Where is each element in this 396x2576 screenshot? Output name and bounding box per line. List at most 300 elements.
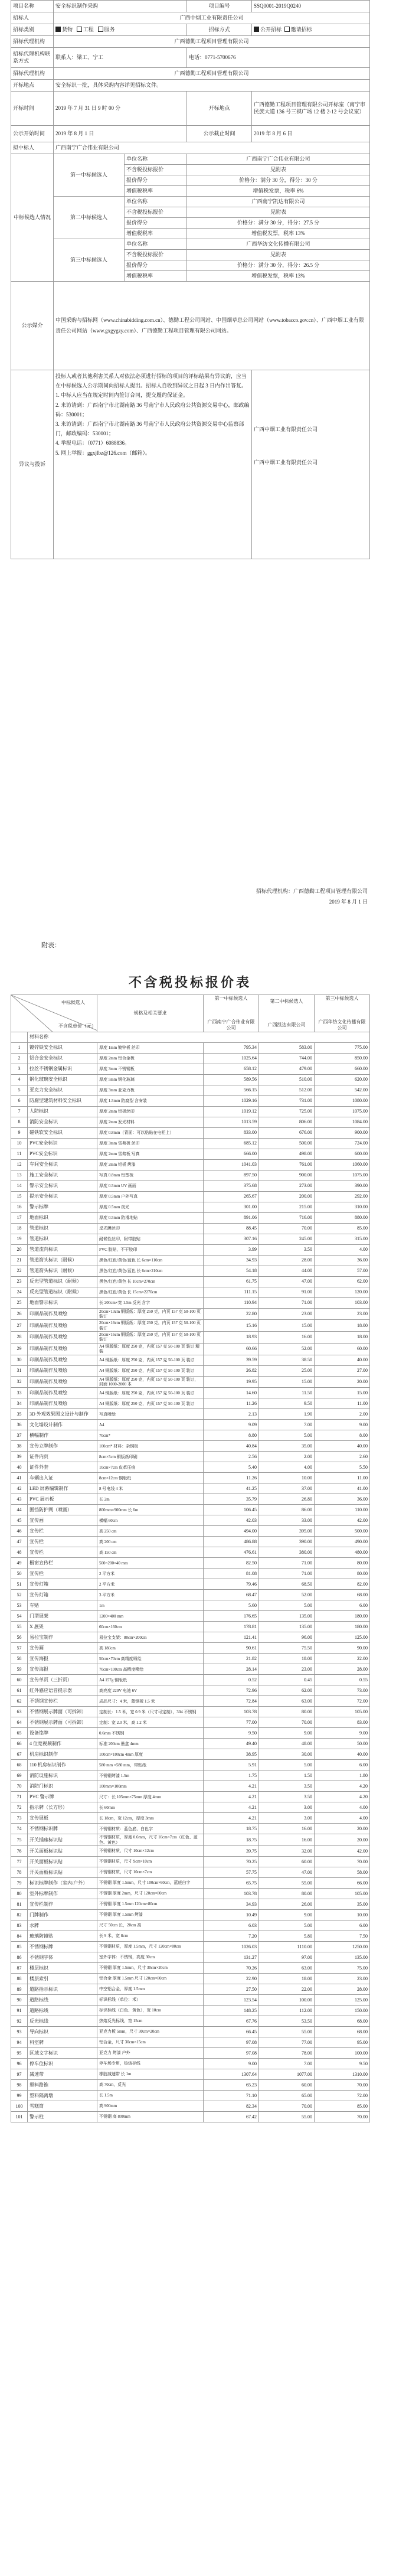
open-time-value: 2019 年 7 月 31 日 9 时 00 分	[54, 92, 187, 126]
row-price-c3: 105.00	[315, 1707, 370, 1717]
row-price-c3: 180.00	[315, 1611, 370, 1622]
row-price-c1: 14.60	[204, 1388, 259, 1398]
quote-row	[11, 1266, 370, 1276]
row-index: 90	[11, 1995, 28, 2006]
row-item: 印刷品制作及喷绘	[28, 1388, 97, 1398]
content-label: 开标地点	[11, 80, 54, 92]
row-spec: 厚度 0.5mm 户外写真	[97, 1191, 204, 1202]
row-item: 不锈钢宣传栏	[28, 1696, 97, 1707]
row-price-c1: 795.34	[204, 1042, 259, 1053]
quote-row	[11, 2101, 370, 2112]
row-price-c3: 1075.00	[315, 1106, 370, 1117]
row-spec: 厚度 1mm 镀锌板 丝印	[97, 1042, 204, 1053]
row-price-c2: 498.00	[259, 1149, 315, 1159]
row-price-c1: 476.61	[204, 1547, 259, 1558]
row-item: 不锈钢字体	[28, 1952, 97, 1963]
complaint-right-1: 广西中烟工业有限责任公司	[254, 426, 318, 432]
row-spec: 铝合金 厚度 1.5mm 尺寸 120cm×80cm	[97, 1974, 204, 1984]
diag-top: 中标候选人	[61, 999, 85, 1005]
row-price-c2: 9.00	[259, 1910, 315, 1920]
candidate-2-key: 报价得分	[125, 218, 187, 229]
row-index: 1	[11, 1042, 28, 1053]
row-item: 易拉宝制作	[28, 1632, 97, 1643]
row-price-c3: 80.00	[315, 1569, 370, 1579]
row-index: 83	[11, 1920, 28, 1931]
row-spec: 高 70cm，反光	[97, 2080, 204, 2091]
row-price-c2: 1.90	[259, 1409, 315, 1420]
type-works-checkbox	[77, 27, 82, 32]
row-index: 38	[11, 1441, 28, 1452]
row-price-c1: 18.75	[204, 1824, 259, 1834]
row-spec: 厚度 2mm 发光材料	[97, 1117, 204, 1127]
quote-row	[11, 2059, 370, 2069]
row-spec: 高 900mm	[97, 2101, 204, 2112]
row-price-c2: 70.00	[259, 2101, 315, 2112]
row-index: 14	[11, 1181, 28, 1191]
row-price-c1: 148.25	[204, 2006, 259, 2016]
row-price-c3: 72.00	[315, 2091, 370, 2101]
row-price-c1: 57.75	[204, 1867, 259, 1878]
row-price-c2: 761.00	[259, 1159, 315, 1170]
row-index: 65	[11, 1728, 28, 1739]
quote-row	[11, 1579, 370, 1590]
row-price-c2: 55.00	[259, 2027, 315, 2037]
quote-row	[11, 1974, 370, 1984]
row-price-c3: 1080.00	[315, 1095, 370, 1106]
row-price-c2: 135.00	[259, 1622, 315, 1632]
row-spec: 厚度 2mm 雪弗板 写真	[97, 1149, 204, 1159]
row-index: 28	[11, 1332, 28, 1344]
row-item: 反光标线	[28, 2016, 97, 2027]
row-item: 印刷品制作及喷绘	[28, 1343, 97, 1355]
row-price-c2: 37.00	[259, 1483, 315, 1494]
quote-row	[11, 2027, 370, 2037]
row-item: 围挡防护网（喷画）	[28, 1505, 97, 1515]
quote-row	[11, 1462, 370, 1473]
quote-row	[11, 2037, 370, 2048]
quote-row	[11, 1654, 370, 1664]
row-price-c3: 20.00	[315, 1376, 370, 1388]
row-price-c3: 850.00	[315, 1053, 370, 1064]
row-spec: 100cm×100cm 4mm 厚度	[97, 1749, 204, 1760]
row-spec: 室外字体：不锈钢，高度 30cm	[97, 1952, 204, 1963]
complaint-right	[252, 370, 370, 559]
col-spec-header: 规格及相关要求	[97, 994, 204, 1032]
row-index: 33	[11, 1388, 28, 1398]
row-item: 开关插座标识贴	[28, 1834, 97, 1846]
quote-row	[11, 1889, 370, 1899]
quote-row	[11, 1685, 370, 1696]
row-spec: 停车场专用，热熔标线	[97, 2059, 204, 2069]
row-index: 92	[11, 2016, 28, 2027]
row-item: 宣传海报	[28, 1664, 97, 1675]
row-price-c2: 15.00	[259, 1320, 315, 1332]
form-invite-label: 邀请招标	[290, 26, 312, 32]
row-price-c2: 273.00	[259, 1181, 315, 1191]
section-label: 材料名称	[28, 1032, 370, 1042]
row-price-c2: 5.00	[259, 1430, 315, 1441]
row-price-c2: 91.00	[259, 1287, 315, 1297]
row-item: 管道标识	[28, 1223, 97, 1234]
row-spec: 不锈钢材质，厚度 0.6mm，尺寸 10cm×7cm（红色、蓝色、黄色）	[97, 1834, 204, 1846]
row-item: 科室牌	[28, 2037, 97, 2048]
row-spec: 厚度 0.5mm 夜光	[97, 1202, 204, 1212]
row-item: 宣传单页（三折页）	[28, 1675, 97, 1685]
row-price-c2: 1.50	[259, 1770, 315, 1781]
quote-row	[11, 1899, 370, 1910]
quote-row	[11, 1717, 370, 1728]
pub-end-value: 2019 年 8 月 6 日	[252, 126, 370, 142]
row-spec: 1200×400 mm	[97, 1611, 204, 1622]
quote-row	[11, 1127, 370, 1138]
row-index: 73	[11, 1813, 28, 1824]
candidate-2-tax: 增值税发票，税率 13%	[187, 229, 370, 239]
row-index: 55	[11, 1622, 28, 1632]
row-price-c3: 8.00	[315, 1430, 370, 1441]
quote-row	[11, 1569, 370, 1579]
quote-row	[11, 1287, 370, 1297]
row-price-c3: 62.00	[315, 1276, 370, 1287]
row-price-c3: 40.00	[315, 1441, 370, 1452]
row-price-c1: 897.50	[204, 1170, 259, 1181]
row-price-c3: 620.00	[315, 1074, 370, 1085]
row-price-c1: 18.93	[204, 1332, 259, 1344]
row-item: 印刷品制作及喷绘	[28, 1376, 97, 1388]
row-spec: 标准 200cm 墨盒 4mm	[97, 1739, 204, 1749]
audit-value: 广西德勤工程项目管理有限公司	[54, 68, 370, 80]
row-spec: 580 mm ×580 mm，带贴纸	[97, 1760, 204, 1770]
row-price-c1: 38.95	[204, 1749, 259, 1760]
row-price-c1: 1029.16	[204, 1095, 259, 1106]
row-price-c3: 75.00	[315, 1963, 370, 1974]
row-price-c2: 18.00	[259, 1974, 315, 1984]
row-price-c2: 75.50	[259, 1643, 315, 1654]
candidate-3-price: 见附表	[187, 250, 370, 260]
row-item: 管道箭头标识（耐候）	[28, 1266, 97, 1276]
row-item: 警示标牌	[28, 1202, 97, 1212]
row-price-c2: 63.00	[259, 1696, 315, 1707]
row-index: 45	[11, 1515, 28, 1526]
row-item: 消防安全标识	[28, 1117, 97, 1127]
row-index: 58	[11, 1654, 28, 1664]
row-price-c1: 375.68	[204, 1181, 259, 1191]
row-price-c3: 600.00	[315, 1149, 370, 1159]
row-index: 30	[11, 1355, 28, 1365]
col-c2-header	[259, 994, 315, 1032]
row-item: 橱窗宣传栏	[28, 1558, 97, 1569]
complaint-text	[54, 370, 252, 559]
row-item: 开关面板标识贴	[28, 1857, 97, 1867]
row-price-c1: 5.40	[204, 1462, 259, 1473]
attachment-label: 附表：	[41, 942, 61, 949]
row-price-c3: 50.00	[315, 1739, 370, 1749]
row-price-c2: 78.00	[259, 2048, 315, 2059]
row-price-c3: 490.00	[315, 1537, 370, 1547]
row-index: 35	[11, 1409, 28, 1420]
pub-start-label: 公示开始时间	[11, 126, 54, 142]
row-price-c1: 70.25	[204, 1857, 259, 1867]
row-price-c3: 36.00	[315, 1494, 370, 1505]
row-price-c2: 5.00	[259, 1920, 315, 1931]
winner-value: 广西南宁广合伟业有限公司	[54, 142, 370, 154]
row-index: 37	[11, 1430, 28, 1441]
row-price-c2: 245.00	[259, 1234, 315, 1244]
row-item: 文化墙设计制作	[28, 1420, 97, 1430]
row-item: PVC安全标识	[28, 1138, 97, 1149]
row-price-c2: 4.00	[259, 1462, 315, 1473]
row-price-c3: 18.00	[315, 1332, 370, 1344]
row-item: 红外感应语音提示器	[28, 1685, 97, 1696]
row-index: 56	[11, 1632, 28, 1643]
row-item: 楼层索引	[28, 1974, 97, 1984]
row-item: 印刷品制作及喷绘	[28, 1398, 97, 1409]
row-spec: 10cm×7cm 皮革压痕	[97, 1462, 204, 1473]
row-price-c2: 33.00	[259, 1515, 315, 1526]
row-price-c3: 4.00	[315, 1813, 370, 1824]
row-index: 75	[11, 1834, 28, 1846]
row-price-c2: 200.00	[259, 1191, 315, 1202]
row-spec: 标识标线（白色、黄色），宽 10cm	[97, 2006, 204, 2016]
row-price-c2: 806.00	[259, 1117, 315, 1127]
section-blank	[11, 1032, 28, 1042]
row-item: 玻璃防撞贴	[28, 1931, 97, 1942]
row-index: 68	[11, 1760, 28, 1770]
row-item: 宣传立牌制作	[28, 1441, 97, 1452]
row-index: 67	[11, 1749, 28, 1760]
row-price-c3: 4.00	[315, 1802, 370, 1813]
row-price-c1: 176.65	[204, 1611, 259, 1622]
quote-title: 不含税投标报价表	[128, 975, 251, 990]
row-price-c3: 1060.00	[315, 1159, 370, 1170]
row-index: 32	[11, 1376, 28, 1388]
row-price-c2: 23.00	[259, 1664, 315, 1675]
row-price-c2: 80.00	[259, 1707, 315, 1717]
row-price-c1: 11.26	[204, 1398, 259, 1409]
row-spec: 8cm×5cm 铜版纸印刷	[97, 1452, 204, 1462]
row-index: 42	[11, 1483, 28, 1494]
row-price-c1: 1025.64	[204, 1053, 259, 1064]
row-price-c2: 65.00	[259, 2091, 315, 2101]
form-open-checkbox	[254, 27, 259, 32]
row-item: 宣传灯箱	[28, 1590, 97, 1600]
row-price-c2: 18.00	[259, 1654, 315, 1664]
row-item: 不锈钢展示牌面（可拆卸）	[28, 1717, 97, 1728]
col-c2-name: 广西凯达有限公司	[267, 1022, 306, 1028]
row-price-c1: 67.42	[204, 2112, 259, 2122]
quote-row	[11, 1931, 370, 1942]
quote-row	[11, 1728, 370, 1739]
row-spec: 8 号电线 4 米	[97, 1483, 204, 1494]
row-item: 消防设施标识	[28, 1770, 97, 1781]
quote-row	[11, 1074, 370, 1085]
row-spec: 20cm×13cm 铜版纸：厚度 250 克，内页 157 克 50-100 页 装订	[97, 1308, 204, 1320]
row-price-c2: 725.00	[259, 1106, 315, 1117]
row-index: 84	[11, 1931, 28, 1942]
quote-row	[11, 1085, 370, 1095]
row-price-c2: 16.00	[259, 1834, 315, 1846]
row-price-c1: 8.80	[204, 1430, 259, 1441]
row-spec: 黑色/红色/黄色 长 10cm×270cm	[97, 1276, 204, 1287]
row-spec: 厚度 0.8mm（背面：可以粘贴在电柜上）	[97, 1127, 204, 1138]
row-price-c1: 7.20	[204, 1931, 259, 1942]
candidate-1-key: 不含税投标报价	[125, 165, 187, 175]
row-price-c2: 53.50	[259, 2016, 315, 2027]
row-spec: A4 铜版纸：厚度 250 克，内页 157 克 50-100 页 装订	[97, 1365, 204, 1376]
row-item: 导向标识	[28, 2027, 97, 2037]
row-spec: 高 180cm	[97, 1643, 204, 1654]
row-price-c1: 178.81	[204, 1622, 259, 1632]
row-spec: 50cm×70cm 高精度喷绘	[97, 1654, 204, 1664]
col-c1-name: 广西南宁广合伟业有限公司	[207, 1019, 255, 1031]
row-price-c3: 10.00	[315, 1910, 370, 1920]
row-item: 人防标识	[28, 1106, 97, 1117]
quote-row	[11, 1191, 370, 1202]
candidate-1-key: 增值税税率	[125, 186, 187, 197]
row-item: 警示安全标识	[28, 1181, 97, 1191]
row-index: 25	[11, 1297, 28, 1308]
row-price-c2: 26.00	[259, 1899, 315, 1910]
row-index: 41	[11, 1473, 28, 1483]
row-price-c3: 135.00	[315, 1952, 370, 1963]
quote-row	[11, 1332, 370, 1344]
row-item: 地面警示标识	[28, 1297, 97, 1308]
signature-agent: 招标代理机构：广西德勤工程项目管理有限公司	[256, 888, 368, 894]
row-item: 设备铭牌	[28, 1728, 97, 1739]
quote-row	[11, 1802, 370, 1813]
candidate-2-key: 增值税税率	[125, 229, 187, 239]
row-price-c2: 55.00	[259, 1878, 315, 1889]
row-price-c2: 15.00	[259, 1376, 315, 1388]
row-price-c2: 71.00	[259, 1558, 315, 1569]
row-price-c2: 744.00	[259, 1053, 315, 1064]
row-price-c1: 1019.12	[204, 1106, 259, 1117]
row-price-c1: 131.27	[204, 1952, 259, 1963]
row-spec: 铝合金，尺寸 30cm×15cm	[97, 2037, 204, 2048]
row-index: 80	[11, 1889, 28, 1899]
row-price-c2: 0.45	[259, 1675, 315, 1685]
row-spec: 不锈钢材质：蓝色底、白色字	[97, 1824, 204, 1834]
row-index: 22	[11, 1266, 28, 1276]
row-item: 水牌	[28, 1920, 97, 1931]
row-index: 69	[11, 1770, 28, 1781]
row-price-c3: 72.00	[315, 1696, 370, 1707]
row-price-c3: 6.00	[315, 1920, 370, 1931]
quote-row	[11, 1042, 370, 1053]
row-price-c3: 23.00	[315, 1308, 370, 1320]
row-spec: 长 1.5m	[97, 2091, 204, 2101]
row-price-c1: 90.61	[204, 1643, 259, 1654]
row-price-c1: 486.88	[204, 1537, 259, 1547]
row-index: 46	[11, 1526, 28, 1537]
row-spec: A4	[97, 1420, 204, 1430]
row-price-c3: 66.00	[315, 1878, 370, 1889]
col-c1-rank: 第一中标候选人	[214, 995, 248, 1001]
row-index: 60	[11, 1675, 28, 1685]
quote-row	[11, 1878, 370, 1889]
row-index: 96	[11, 2059, 28, 2069]
row-item: PVC 警示牌	[28, 1792, 97, 1802]
row-index: 91	[11, 2006, 28, 2016]
quote-row	[11, 1441, 370, 1452]
candidate-2-key: 不含税投标报价	[125, 207, 187, 218]
row-price-c2: 731.00	[259, 1095, 315, 1106]
diag-mid: 不含税单价（元）	[58, 1023, 96, 1029]
row-price-c2: 583.00	[259, 1042, 315, 1053]
row-price-c3: 4.20	[315, 1792, 370, 1802]
row-spec: 厚度 5mm 钢化玻璃	[97, 1074, 204, 1085]
row-price-c1: 35.79	[204, 1494, 259, 1505]
row-price-c1: 72.96	[204, 1685, 259, 1696]
row-price-c2: 96.00	[259, 1632, 315, 1643]
row-spec: 70cm×100cm 高精度喷绘	[97, 1664, 204, 1675]
row-price-c2: 60.00	[259, 1857, 315, 1867]
row-price-c3: 68.00	[315, 2016, 370, 2027]
row-spec: 黑色/红色/黄色 长 15cm×2270cm	[97, 1287, 204, 1297]
quote-row	[11, 1255, 370, 1266]
row-index: 50	[11, 1569, 28, 1579]
row-spec: 厚度 2mm 铝合金板	[97, 1053, 204, 1064]
row-price-c1: 1041.03	[204, 1159, 259, 1170]
row-price-c1: 106.45	[204, 1505, 259, 1515]
col-c3-rank: 第三中标候选人	[325, 995, 359, 1001]
row-spec: 长 18cm，宽 12cm，厚度 3mm	[97, 1813, 204, 1824]
col-c2-rank: 第二中标候选人	[270, 998, 303, 1004]
row-price-c2: 3.50	[259, 1781, 315, 1792]
row-index: 99	[11, 2091, 28, 2101]
candidate-3-key: 单位名称	[125, 239, 187, 250]
row-item: 不锈钢标牌	[28, 1942, 97, 1952]
row-index: 4	[11, 1074, 28, 1085]
row-index: 63	[11, 1707, 28, 1717]
row-price-c3: 100.00	[315, 2048, 370, 2059]
row-item: 停车位标识	[28, 2059, 97, 2069]
quote-row	[11, 1095, 370, 1106]
row-price-c1: 301.00	[204, 1202, 259, 1212]
row-price-c1: 658.12	[204, 1064, 259, 1074]
row-price-c1: 110.94	[204, 1297, 259, 1308]
project-no-label: 项目编号	[187, 1, 252, 12]
row-item: 磁铁软安全标识	[28, 1127, 97, 1138]
row-price-c1: 34.93	[204, 1899, 259, 1910]
row-price-c1: 494.00	[204, 1526, 259, 1537]
row-spec: 成品尺寸：4 米，蓝钢板 1.5 米	[97, 1696, 204, 1707]
row-spec: A4 157g 铜版纸	[97, 1675, 204, 1685]
row-item: 机房标识制作	[28, 1749, 97, 1760]
quote-row	[11, 1376, 370, 1388]
row-index: 97	[11, 2069, 28, 2080]
row-spec: A4 铜版纸：厚度 250 克，内页 157 克 50-100 页 装订，封面 1000-2000 本	[97, 1376, 204, 1388]
quote-row	[11, 1664, 370, 1675]
row-price-c1: 77.00	[204, 1717, 259, 1728]
agent-contact-person: 联系人：梁工、宁工	[54, 48, 187, 68]
row-price-c3: 20.00	[315, 1834, 370, 1846]
row-spec: 厚度 0.5mm UV 画面	[97, 1181, 204, 1191]
quote-row	[11, 1739, 370, 1749]
row-index: 95	[11, 2048, 28, 2059]
row-item: 拉丝不锈钢金属标识	[28, 1064, 97, 1074]
quote-row	[11, 1611, 370, 1622]
row-price-c3: 120.00	[315, 1287, 370, 1297]
row-price-c3: 7.50	[315, 1931, 370, 1942]
agent-label: 招标代理机构	[11, 36, 54, 48]
row-spec: 标识标线（单位：米）	[97, 1995, 204, 2006]
row-item: 钢化玻璃安全标识	[28, 1074, 97, 1085]
row-index: 48	[11, 1547, 28, 1558]
quote-row	[11, 1770, 370, 1781]
row-index: 20	[11, 1244, 28, 1255]
row-index: 59	[11, 1664, 28, 1675]
row-price-c1: 61.75	[204, 1276, 259, 1287]
